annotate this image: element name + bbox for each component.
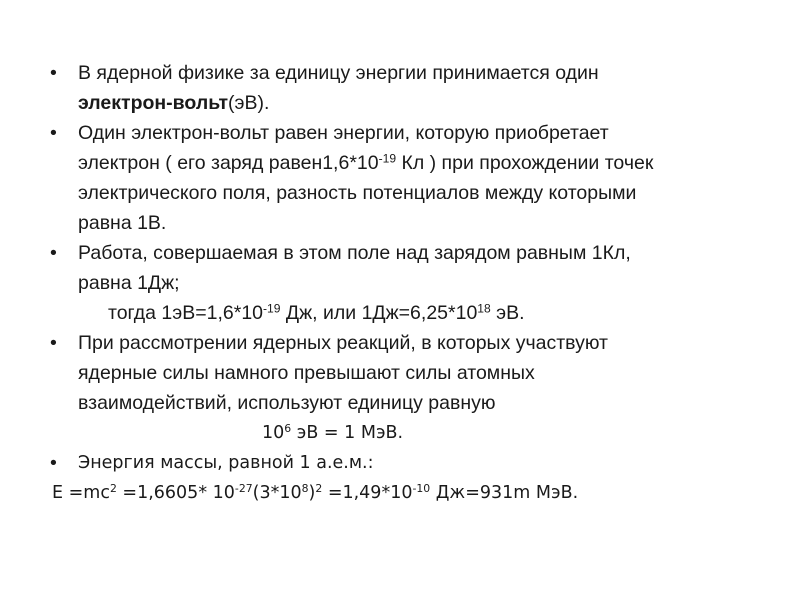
mass-energy-formula: $E =mc^2 =1,6605*$ $10^{-27}(3*10^8)^2 =1,49*10^{-10}$ Дж=931m МэВ.	[52, 482, 579, 503]
p3-line-2: равна 1Дж;	[78, 272, 180, 294]
p2-line-2: электрон ( его заряд $равен1,6*10^{-19}$ Кл ) при прохождении точек	[78, 151, 654, 174]
p4-line-1: При рассмотрении ядерных реакций, в которых участвуют	[78, 332, 608, 354]
bullet-marker: •	[50, 452, 57, 474]
bullet-marker: •	[50, 332, 57, 354]
p4-line-3: взаимодействий, используют единицу равную	[78, 392, 496, 414]
p3-line-1: Работа, совершаемая в этом поле над зарядом равным 1Кл,	[78, 242, 631, 264]
p1-line-2: электрон-вольт(эВ).	[78, 92, 270, 114]
p3-conversion: тогда $1эВ=1,6*10^{-19}$ Дж, или $1Дж=6,25*10^{18}$ эВ.	[108, 301, 525, 324]
term-electron-volt: электрон-вольт	[78, 92, 229, 114]
p2-line-4: равна 1В.	[78, 212, 167, 234]
bullet-marker: •	[50, 122, 57, 144]
p5-line-1: Энергия массы, равной 1 а.е.м.:	[78, 453, 374, 473]
p2-line-1: Один электрон-вольт равен энергии, которую приобретает	[78, 122, 609, 144]
p4-mev-definition: $10^6$ эВ = 1 МэВ.	[262, 422, 404, 443]
p1-line-1: В ядерной физике за единицу энергии принимается один	[78, 62, 599, 84]
bullet-marker: •	[50, 62, 57, 84]
bullet-marker: •	[50, 242, 57, 264]
p2-line-3: электрического поля, разность потенциалов между которыми	[78, 182, 637, 204]
p4-line-2: ядерные силы намного превышают силы атомных	[78, 362, 535, 384]
